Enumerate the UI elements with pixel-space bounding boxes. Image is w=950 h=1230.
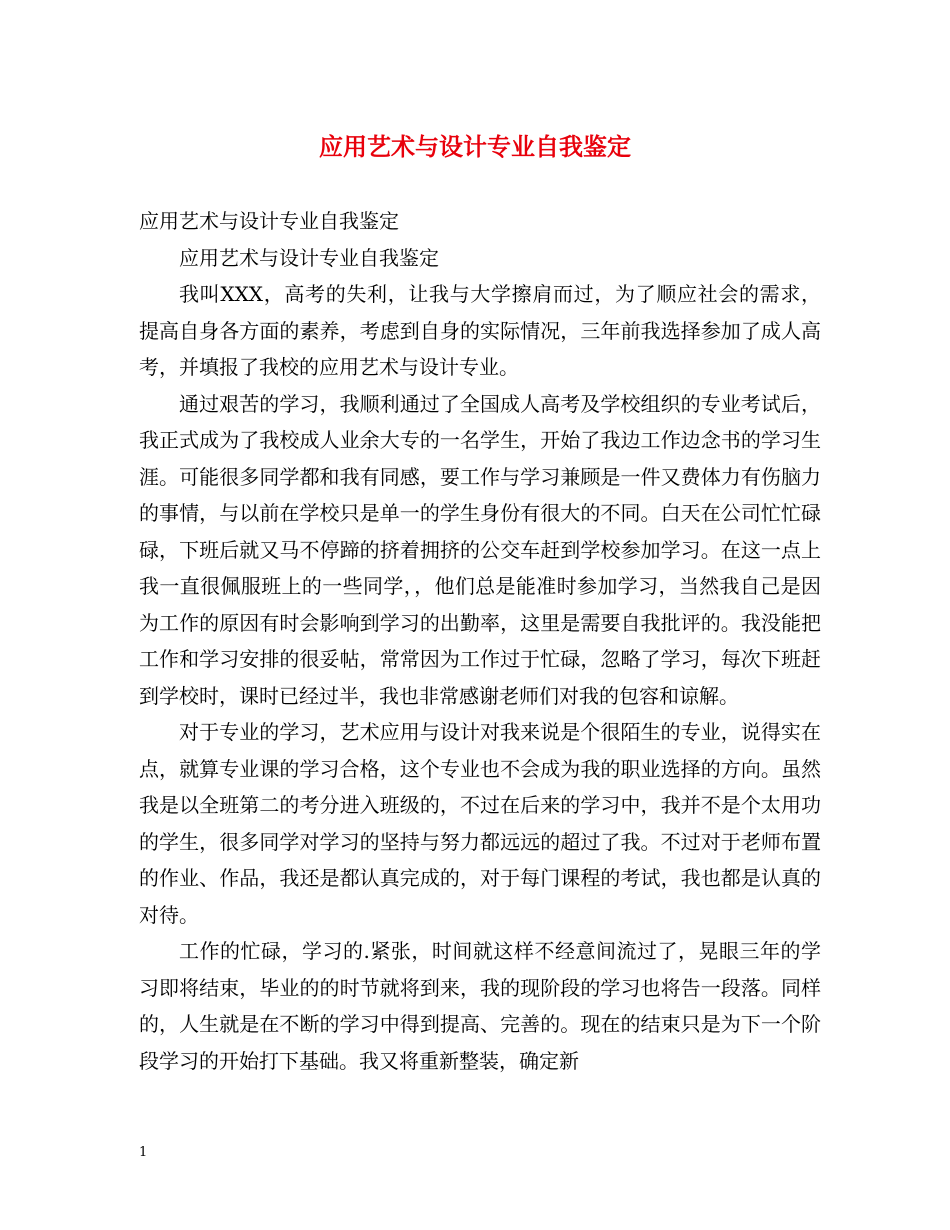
paragraph: 通过艰苦的学习，我顺利通过了全国成人高考及学校组织的专业考试后，我正式成为了我校成人业余大专的一名学生，开始了我边工作边念书的学习生涯。可能很多同学都和我有同感，要工作与学习兼顾是一件又费体力有伤脑力的事情，与以前在学校只是单一的学生身份有很大的不同。白天在公司忙忙碌碌，下班后就又马不停蹄的挤着拥挤的公交车赶到学校参加学习。在这一点上我一直很佩服班上的一些同学，，他们总是能准时参加学习，当然我自己是因为工作的原因有时会影响到学习的出勤率，这里是需要自我批评的。我没能把工作和学习安排的很妥帖，常常因为工作过于忙碌，忽略了学习，每次下班赶到学校时，课时已经过半，我也非常感谢老师们对我的包容和谅解。 xyxy=(139,391,821,708)
document-title: 应用艺术与设计专业自我鉴定 xyxy=(319,132,631,161)
paragraph-subheading: 应用艺术与设计专业自我鉴定 xyxy=(179,245,439,270)
paragraph: 对于专业的学习，艺术应用与设计对我来说是个很陌生的专业，说得实在点，就算专业课的学习合格，这个专业也不会成为我的职业选择的方向。虽然我是以全班第二的考分进入班级的，不过在后来的学习中，我并不是个太用功的学生，很多同学对学习的坚持与努力都远远的超过了我。不过对于老师布置的作业、作品，我还是都认真完成的，对于每门课程的考试，我也都是认真的对待。 xyxy=(139,720,821,927)
page-number: 1 xyxy=(139,1145,148,1160)
paragraph: 工作的忙碌，学习的.紧张，时间就这样不经意间流过了，晃眼三年的学习即将结束，毕业的的时节就将到来，我的现阶段的学习也将告一段落。同样的，人生就是在不断的学习中得到提高、完善的。现在的结束只是为下一个阶段学习的开始打下基础。我又将重新整装，确定新 xyxy=(139,939,821,1073)
paragraph-heading: 应用艺术与设计专业自我鉴定 xyxy=(139,209,399,233)
paragraph: 我叫XXX，高考的失利，让我与大学擦肩而过，为了顺应社会的需求，提高自身各方面的素养，考虑到自身的实际情况，三年前我选择参加了成人高考，并填报了我校的应用艺术与设计专业。 xyxy=(139,282,821,379)
document-body xyxy=(139,203,821,1079)
